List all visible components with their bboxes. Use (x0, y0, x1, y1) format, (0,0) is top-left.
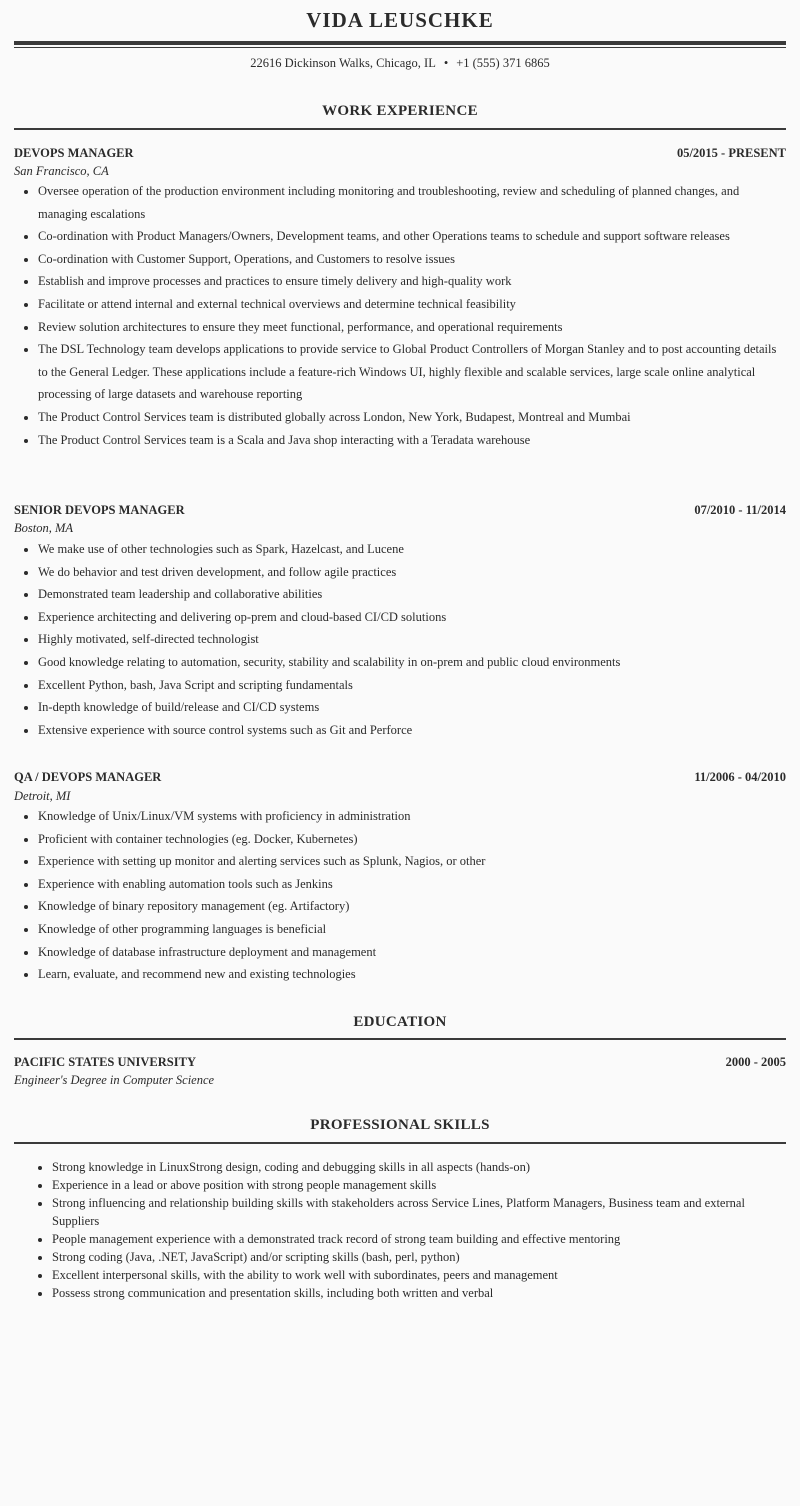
job-title: SENIOR DEVOPS MANAGER (14, 503, 185, 517)
candidate-name: VIDA LEUSCHKE (306, 8, 494, 32)
education-dates: 2000 - 2005 (725, 1055, 786, 1069)
list-item: • The Product Control Services team is a Scala and Java shop interacting with a Teradata warehouse (38, 429, 784, 452)
job-dates: 07/2010 - 11/2014 (694, 503, 786, 517)
job-header (14, 503, 786, 518)
list-item: • Experience in a lead or above position with strong people management skills (52, 1176, 770, 1194)
separator-dot: • (443, 56, 449, 70)
section-divider-skills (14, 1142, 786, 1144)
list-item: • Knowledge of database infrastructure deployment and management (38, 941, 784, 964)
job-bullets (14, 805, 784, 986)
list-item: • Strong knowledge in LinuxStrong design, coding and debugging skills in all aspects (hands-on) (52, 1158, 770, 1176)
list-item: • People management experience with a demonstrated track record of strong team building and effective mentoring (52, 1230, 770, 1248)
job-title: DEVOPS MANAGER (14, 146, 134, 160)
list-item: • The Product Control Services team is distributed globally across London, New York, Budapest, Montreal and Mumbai (38, 406, 784, 429)
job-location: Boston, MA (14, 521, 74, 535)
list-item: • Facilitate or attend internal and external technical overviews and determine technical feasibility (38, 293, 784, 316)
section-title-skills: PROFESSIONAL SKILLS (310, 1117, 490, 1133)
phone: +1 (555) 371 6865 (456, 56, 550, 70)
list-item: • Possess strong communication and presentation skills, including both written and verbal (52, 1284, 770, 1302)
list-item: • Proficient with container technologies (eg. Docker, Kubernetes) (38, 828, 784, 851)
list-item: • Strong influencing and relationship building skills with stakeholders across Service Lines, Platform Managers, Business team and external Suppliers (52, 1194, 770, 1230)
job-location: San Francisco, CA (14, 164, 109, 178)
section-divider-education (14, 1038, 786, 1040)
job-dates: 05/2015 - PRESENT (676, 146, 786, 160)
list-item: • Knowledge of Unix/Linux/VM systems with proficiency in administration (38, 805, 784, 828)
list-item: • Co-ordination with Customer Support, Operations, and Customers to resolve issues (38, 248, 784, 271)
list-item: • Establish and improve processes and practices to ensure timely delivery and high-quality work (38, 270, 784, 293)
list-item: • In-depth knowledge of build/release and CI/CD systems (38, 696, 784, 719)
job-title: QA / DEVOPS MANAGER (14, 770, 162, 784)
list-item: • Extensive experience with source control systems such as Git and Perforce (38, 719, 784, 742)
list-item: • Excellent Python, bash, Java Script and scripting fundamentals (38, 674, 784, 697)
section-divider-work (14, 128, 786, 130)
list-item: • Excellent interpersonal skills, with the ability to work well with subordinates, peers and management (52, 1266, 770, 1284)
job-bullets (14, 180, 784, 451)
header-divider (14, 41, 786, 45)
list-item: • We make use of other technologies such as Spark, Hazelcast, and Lucene (38, 538, 784, 561)
list-item: • Co-ordination with Product Managers/Owners, Development teams, and other Operations teams to schedule and support software releases (38, 225, 784, 248)
list-item: • Knowledge of binary repository management (eg. Artifactory) (38, 895, 784, 918)
job-location: Detroit, MI (14, 789, 71, 803)
header-divider-thin (14, 47, 786, 48)
list-item: • Experience with setting up monitor and alerting services such as Splunk, Nagios, or other (38, 850, 784, 873)
list-item: • Demonstrated team leadership and collaborative abilities (38, 583, 784, 606)
list-item: • Good knowledge relating to automation, security, stability and scalability in on-prem and public cloud environments (38, 651, 784, 674)
degree: Engineer's Degree in Computer Science (14, 1073, 215, 1087)
list-item: • The DSL Technology team develops applications to provide service to Global Product Controllers of Morgan Stanley and to post accounting details to the General Ledger. These applications include a feature-rich Windows UI, highly flexible and scalable services, large scale online analytical processing of large datasets and warehouse reporting (38, 338, 784, 406)
list-item: • Strong coding (Java, .NET, JavaScript) and/or scripting skills (bash, perl, python) (52, 1248, 770, 1266)
job-header (14, 146, 786, 161)
list-item: • Learn, evaluate, and recommend new and existing technologies (38, 963, 784, 986)
section-title-education: EDUCATION (353, 1014, 447, 1030)
list-item: • Experience with enabling automation tools such as Jenkins (38, 873, 784, 896)
section-title-work: WORK EXPERIENCE (322, 103, 478, 119)
list-item: • Knowledge of other programming languages is beneficial (38, 918, 784, 941)
list-item: • Highly motivated, self-directed technologist (38, 628, 784, 651)
school-name: PACIFIC STATES UNIVERSITY (14, 1055, 196, 1069)
address: 22616 Dickinson Walks, Chicago, IL (250, 56, 436, 70)
job-header (14, 770, 786, 785)
list-item: • We do behavior and test driven development, and follow agile practices (38, 561, 784, 584)
list-item: • Experience architecting and delivering op-prem and cloud-based CI/CD solutions (38, 606, 784, 629)
skills-list (30, 1158, 770, 1302)
job-bullets (14, 538, 784, 741)
list-item: • Oversee operation of the production environment including monitoring and troubleshooting, review and scheduling of planned changes, and managing escalations (38, 180, 784, 225)
education-header (14, 1055, 786, 1070)
contact-line (0, 56, 800, 71)
list-item: • Review solution architectures to ensure they meet functional, performance, and operational requirements (38, 316, 784, 339)
job-dates: 11/2006 - 04/2010 (694, 770, 786, 784)
